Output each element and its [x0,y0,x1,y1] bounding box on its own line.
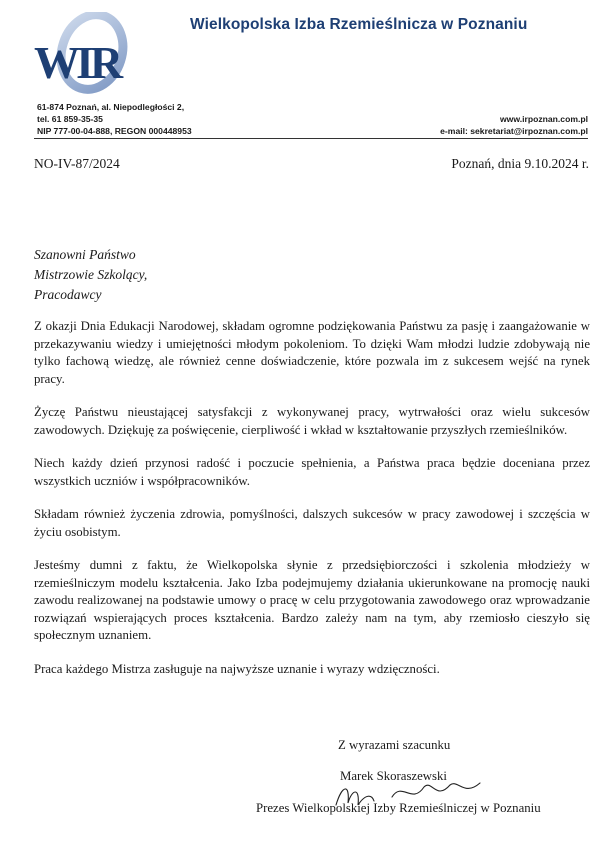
signer-name: Marek Skoraszewski [340,769,447,783]
header-divider [34,138,588,139]
tax-id-line: NIP 777-00-04-888, REGON 000448953 [37,126,192,136]
date-line: Poznań, dnia 9.10.2024 r. [451,156,589,171]
address-line: 61-874 Poznań, al. Niepodległości 2, [37,102,185,112]
body-paragraph: Życzę Państwu nieustającej satysfakcji z wykonywanej pracy, wytrwałości oraz wielu sukcesów zawodowych. Dziękuję za poświęcenie, cierpliwość i wkład w kształtowanie przyszłych rzemieślników. [34,405,590,437]
body-paragraph: Niech każdy dzień przynosi radość i poczucie spełnienia, a Państwa praca będzie doceniana przez wszystkich uczniów i współpracowników. [34,456,590,488]
phone-line: tel. 61 859-35-35 [37,114,103,124]
salutation [34,245,147,305]
website-link[interactable]: www.irpoznan.com.pl [499,114,588,124]
salutation-line: Szanowni Państwo [34,247,136,262]
salutation-line: Pracodawcy [34,287,102,302]
wir-logo [30,12,130,100]
salutation-line: Mistrzowie Szkolący, [34,267,148,282]
body-paragraph: Praca każdego Mistrza zasługuje na najwyższe uznanie i wyrazy wdzięczności. [34,661,440,676]
logo-text: WIR [34,37,120,88]
closing-phrase: Z wyrazami szacunku [338,738,451,752]
body-paragraph: Jesteśmy dumni z faktu, że Wielkopolska słynie z przedsiębiorczości i szkolenia młodzieży w rzemieślniczym modelu kształcenia. Jako Izba podejmujemy działania ukierunkowane na promocję nauki zawodu realizowanej na podstawie umowy o pracę w celu przygotowania zawodowego oraz wprowadzanie rozwiązań wspierających proces kształcenia. Bardzo zależy nam na tym, aby rzemiosło cieszyło się społecznym uznaniem. [34,558,590,642]
organization-name: Wielkopolska Izba Rzemieślnicza w Poznaniu [190,16,528,33]
reference-number: NO-IV-87/2024 [34,156,120,171]
body-paragraph: Składam również życzenia zdrowia, pomyślności, dalszych sukcesów w pracy zawodowej i szczęścia w życiu osobistym. [34,507,590,539]
body-paragraph: Z okazji Dnia Edukacji Narodowej, składam ogromne podziękowania Państwu za pasję i zaangażowanie w przekazywaniu wiedzy i umiejętności młodym pokoleniom. To dzięki Wam młodzi ludzie zdobywają nie tylko fachową wiedzę, ale również cenne doświadczenie, które pozwala im z sukcesem wejść na rynek pracy. [34,319,590,386]
signer-title: Prezes Wielkopolskiej Izby Rzemieślniczej w Poznaniu [256,801,541,815]
contact-block [288,113,588,137]
letter-body [34,318,590,694]
email-link[interactable]: e-mail: sekretariat@irpoznan.com.pl [440,126,588,136]
